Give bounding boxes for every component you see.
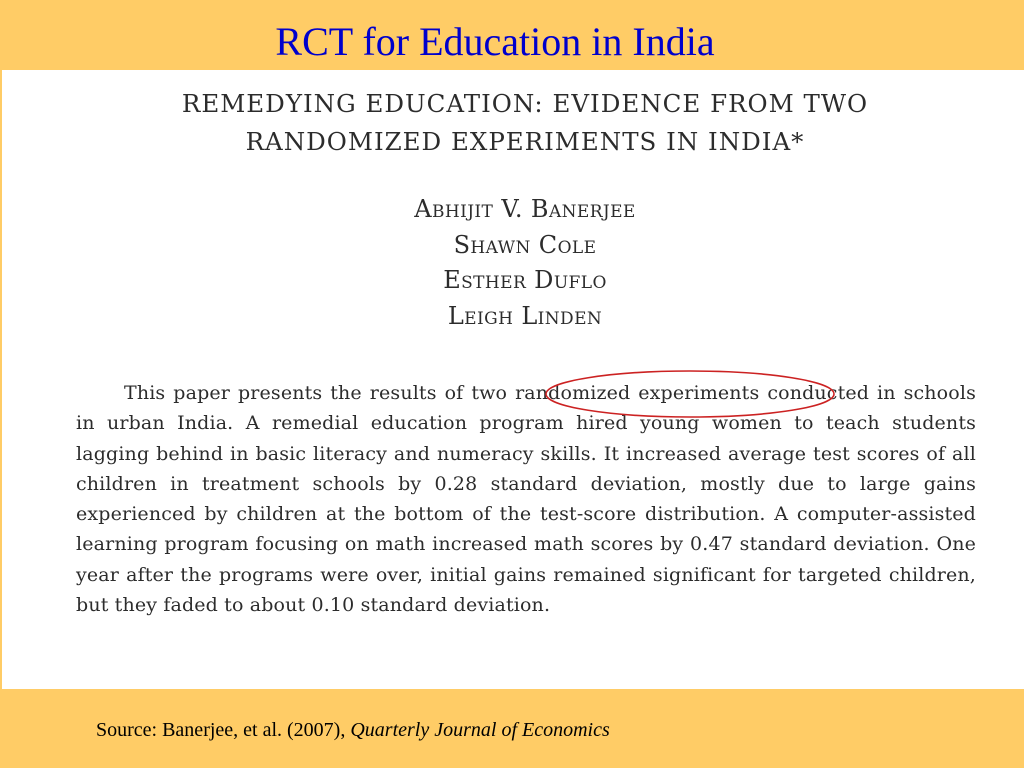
source-text: Source: Banerjee, et al. (2007),: [96, 719, 351, 741]
paper-title: [2, 85, 1024, 161]
paper-title-line-1: REMEDYING EDUCATION: EVIDENCE FROM TWO: [181, 89, 869, 118]
author-name: Esther Duflo: [443, 266, 607, 294]
author-name: Abhijit V. Banerjee: [414, 195, 636, 223]
source-citation: [96, 717, 610, 743]
author-name: Leigh Linden: [447, 301, 603, 330]
paper-title-line-2: RANDOMIZED EXPERIMENTS IN INDIA*: [245, 127, 805, 156]
author-name: Shawn Cole: [453, 230, 597, 259]
journal-name: Quarterly Journal of Economics: [350, 719, 610, 741]
slide-title: RCT for Education in India: [275, 19, 715, 64]
abstract-paragraph: This paper presents the results of two randomized experiments conducted in schools in urban India. A remedial education program hired young women to teach students lagging behind in basic literacy and numeracy skills. It increased average test scores of all children in treatment schools by 0.28 standard deviation, mostly due to large gains experienced by children at the bottom of the test-score distribution. A computer-assisted learning program focusing on math increased math scores by 0.47 standard deviation. One year after the programs were over, initial gains remained significant for targeted children, but they faded to about 0.10 standard deviation.: [76, 382, 976, 617]
author-list: [2, 192, 1024, 334]
